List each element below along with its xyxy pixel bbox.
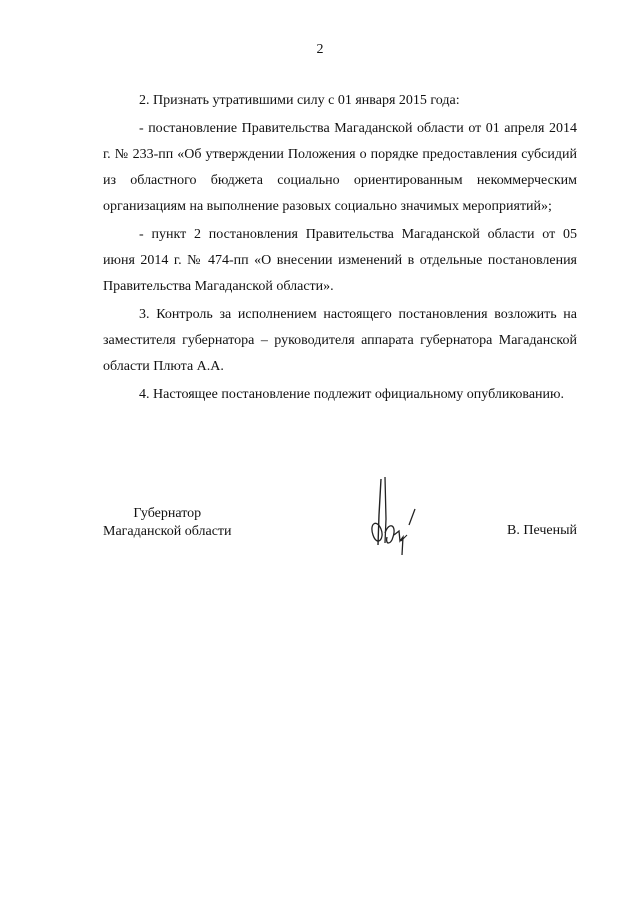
paragraph-item-2: 2. Признать утратившими силу с 01 января 2015 года: [139,93,460,108]
signatory-name: В. Печеный [507,523,577,538]
handwritten-signature [363,475,433,561]
signatory-title-line-1: Губернатор [133,506,202,521]
document-body [103,88,577,410]
signature-block [103,505,577,585]
paragraph-subitem-2: - пункт 2 постановления Правительства Магаданской области от 05 июня 2014 г. № 474-пп «О внесении изменений в отдельные постановления Правительства Магаданской области». [103,227,577,294]
paragraph-subitem-1: - постановление Правительства Магаданской области от 01 апреля 2014 г. № 233-пп «Об утверждении Положения о порядке предоставления субсидий из областного бюджета социально ориентированным некоммерческим организациям на выполнение разовых социально значимых мероприятий»; [103,121,577,214]
paragraph-item-3: 3. Контроль за исполнением настоящего постановления возложить на заместителя губернатора – руководителя аппарата губернатора Магаданской области Плюта А.А. [103,307,577,374]
page-number: 2 [316,42,324,57]
paragraph-item-4: 4. Настоящее постановление подлежит официальному опубликованию. [139,387,564,402]
signatory-title-line-2: Магаданской области [103,524,232,539]
signatory-title [103,505,232,541]
